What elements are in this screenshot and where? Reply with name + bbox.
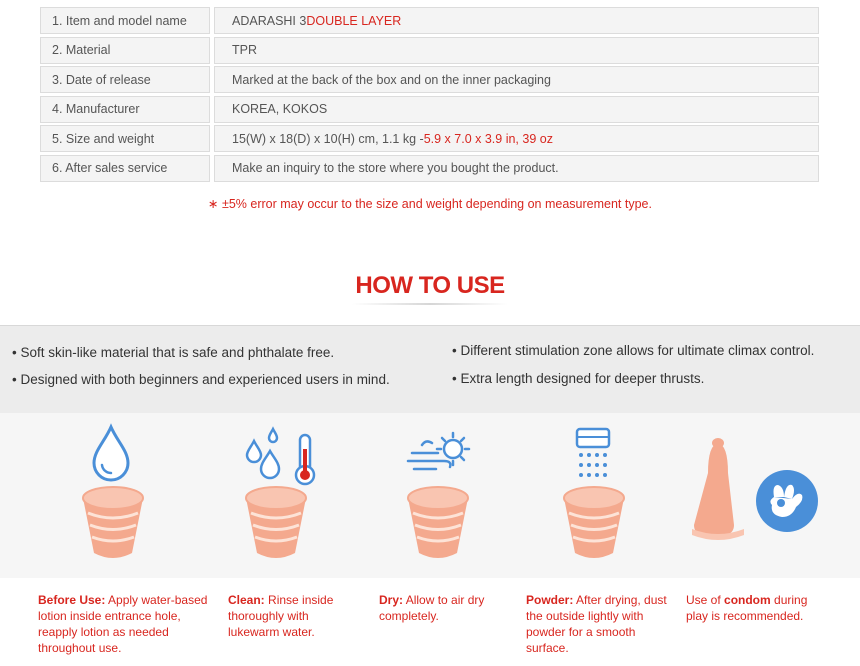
spec-value: KOREA, KOKOS (214, 96, 819, 123)
spec-label: 6. After sales service (40, 155, 210, 182)
spec-label: 4. Manufacturer (40, 96, 210, 123)
step-caption: Dry: Allow to air dry completely. (379, 593, 485, 623)
cup-icon (564, 487, 624, 558)
feature-bullet: • Different stimulation zone allows for ultimate climax control. (452, 343, 815, 358)
spec-value: ADARASHI 3 DOUBLE LAYER (214, 7, 819, 34)
how-to-use-heading: HOW TO USE (355, 272, 505, 299)
spec-value: Make an inquiry to the store where you bought the product. (214, 155, 819, 182)
powder-shaker-icon (555, 413, 645, 578)
feature-bullet: • Soft skin-like material that is safe and phthalate free. (12, 345, 335, 360)
feature-bullet: • Designed with both beginners and experienced users in mind. (12, 372, 390, 387)
cup-icon (246, 487, 306, 558)
spec-row (40, 7, 819, 37)
spec-label: 2. Material (40, 37, 210, 64)
feature-bullet: • Extra length designed for deeper thrusts. (452, 371, 705, 386)
spec-label: 1. Item and model name (40, 7, 210, 34)
step-caption: Powder: After drying, dust the outside lightly with powder for a smooth surface. (526, 593, 667, 655)
heading-underline (352, 303, 508, 305)
usage-icons (0, 413, 860, 578)
condom-icon (688, 413, 828, 578)
spec-label: 5. Size and weight (40, 125, 210, 152)
step-caption: Clean: Rinse inside thoroughly with lukewarm water. (228, 593, 334, 639)
measurement-note: ∗ ±5% error may occur to the size and weight depending on measurement type. (208, 197, 652, 211)
step-caption: Use of condom during play is recommended. (686, 593, 808, 623)
spec-table (40, 7, 819, 184)
spec-value: Marked at the back of the box and on the inner packaging (214, 66, 819, 93)
spec-row (40, 66, 819, 96)
step-caption: Before Use: Apply water-based lotion inside entrance hole, reapply lotion as needed throughout use. (38, 593, 208, 655)
wind-sun-icon (398, 413, 488, 578)
spec-label: 3. Date of release (40, 66, 210, 93)
spec-row (40, 37, 819, 67)
spec-row (40, 155, 819, 185)
spec-value: TPR (214, 37, 819, 64)
cup-icon (83, 487, 143, 558)
spec-row (40, 125, 819, 155)
spec-row (40, 96, 819, 126)
thermometer-icon (233, 413, 333, 578)
spec-value: 15(W) x 18(D) x 10(H) cm, 1.1 kg - 5.9 x 7.0 x 3.9 in, 39 oz (214, 125, 819, 152)
cup-icon (408, 487, 468, 558)
water-drop-icon (70, 413, 160, 578)
features-band (0, 325, 860, 413)
